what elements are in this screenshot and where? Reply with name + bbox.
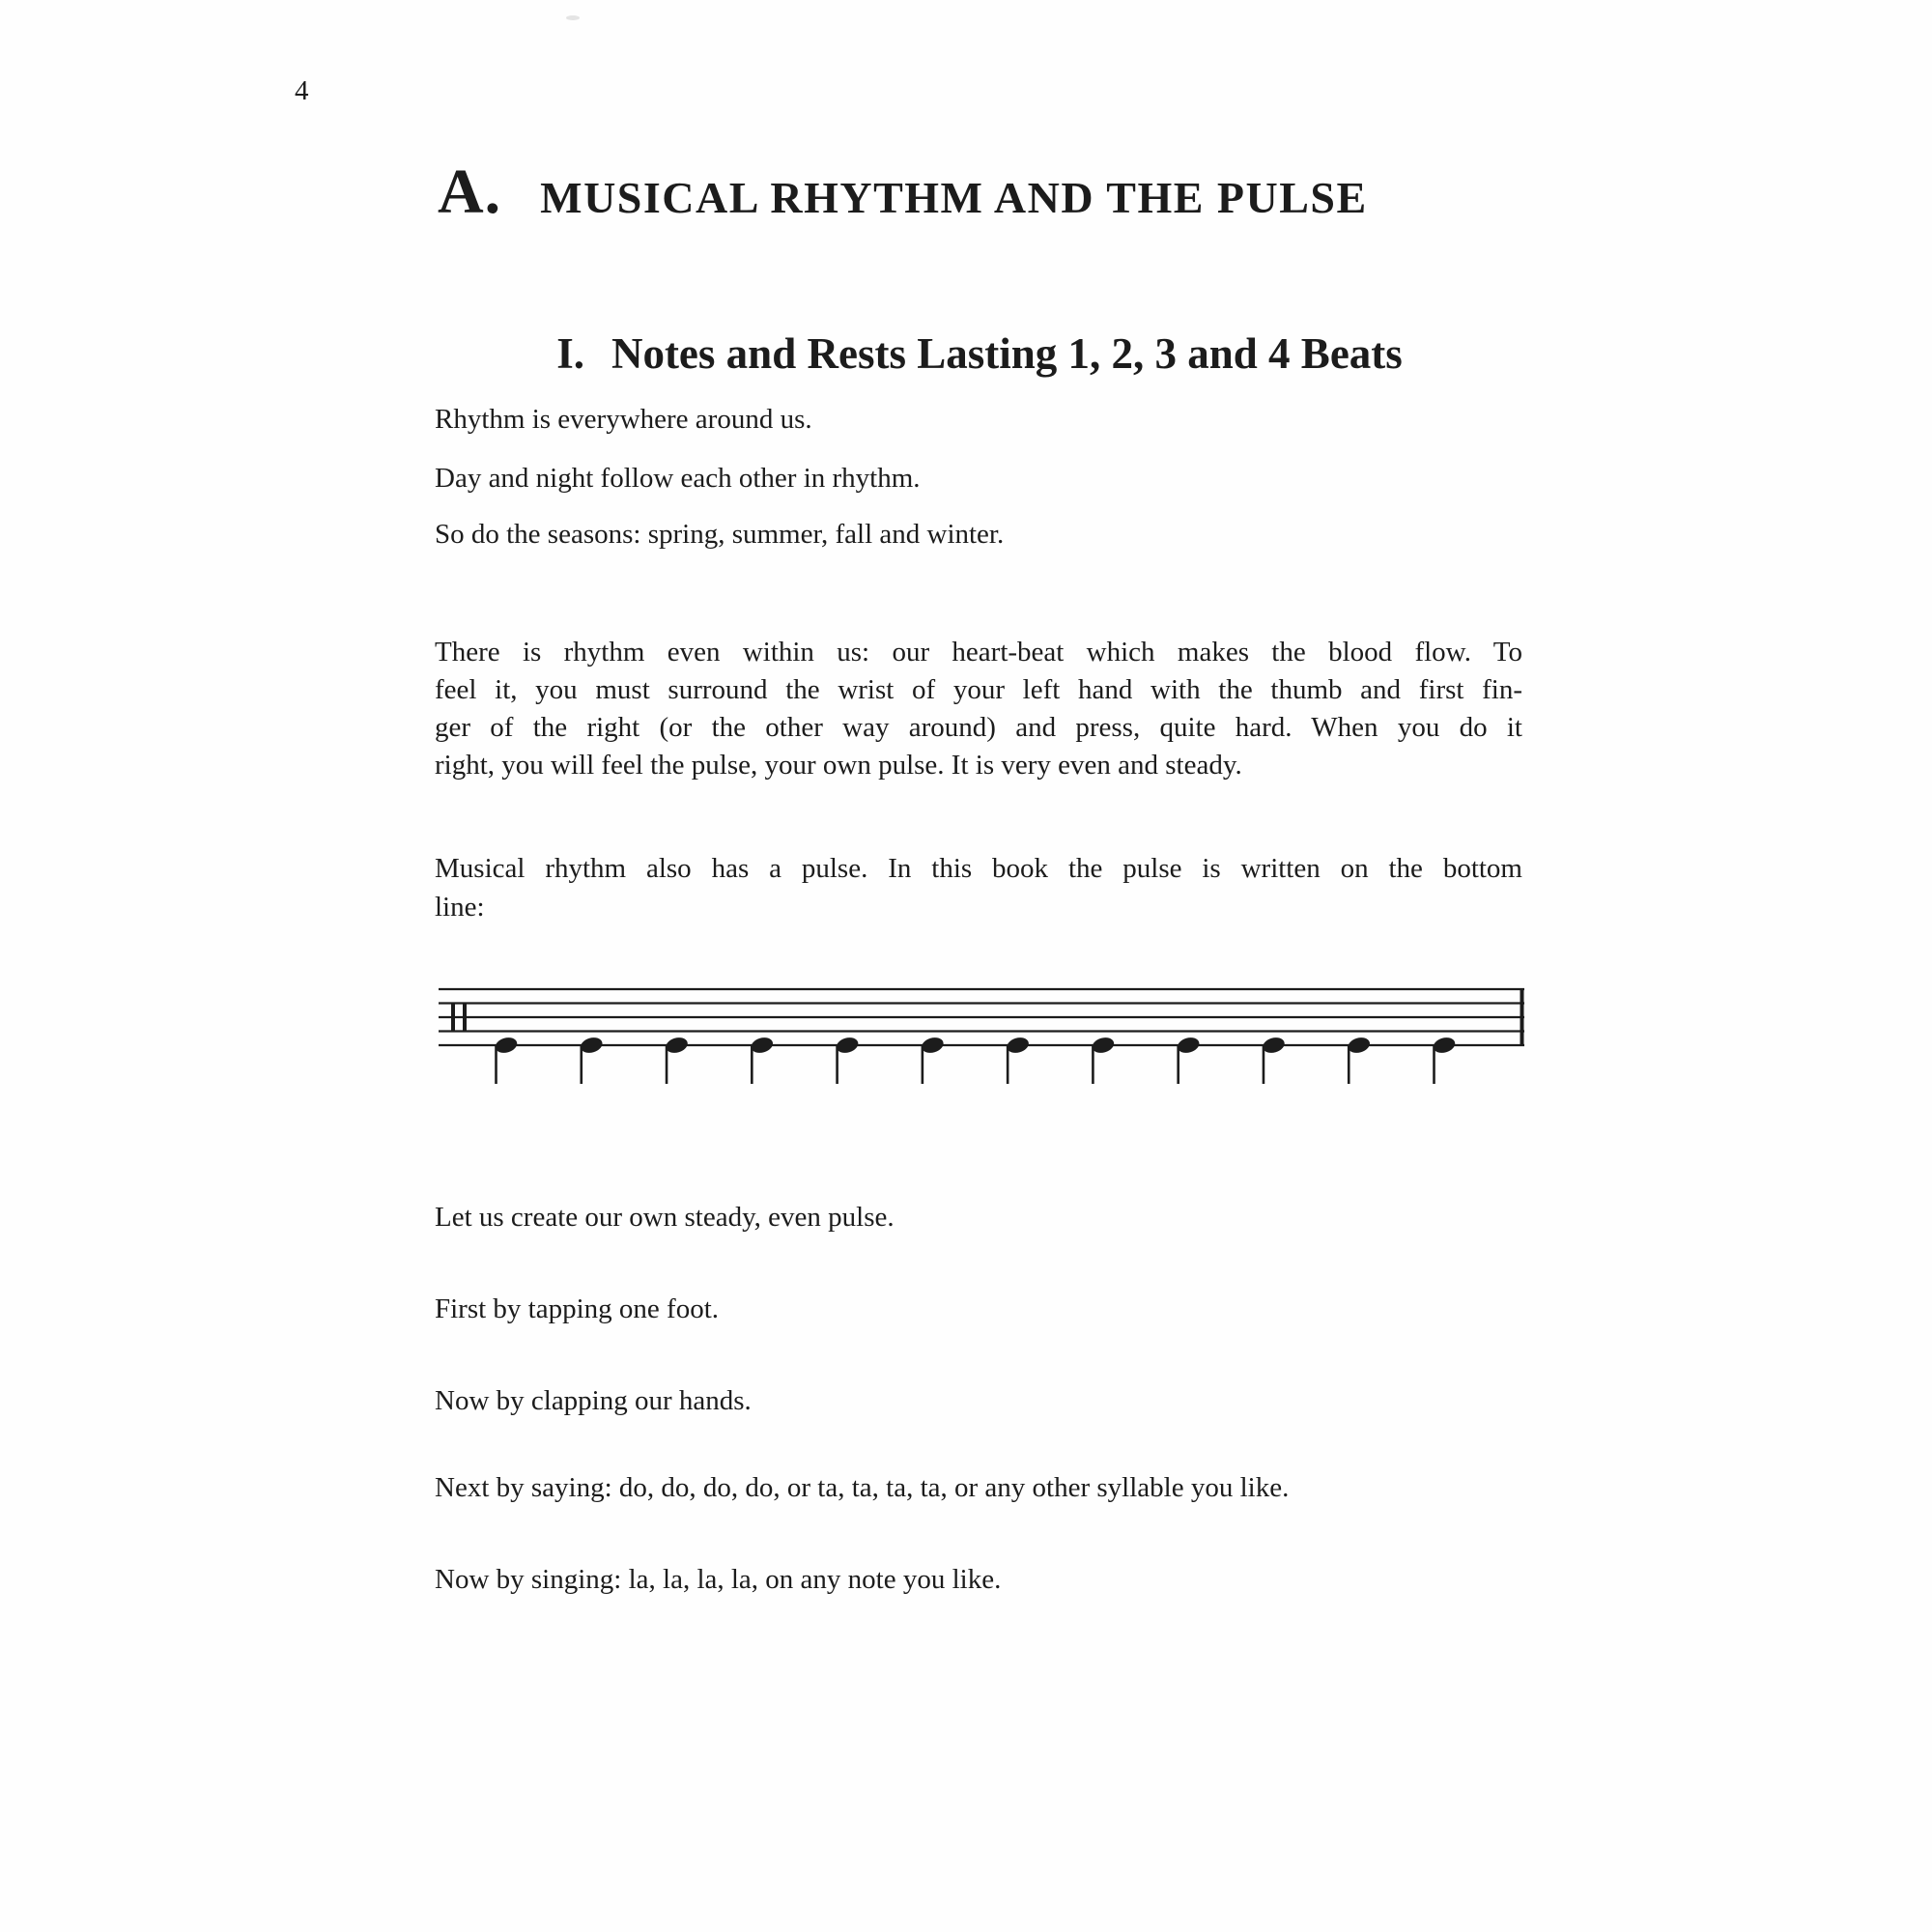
- paragraph-line: line:: [435, 892, 485, 923]
- quarter-note-head: [1432, 1036, 1457, 1056]
- subsection-title: Notes and Rests Lasting 1, 2, 3 and 4 Beats: [611, 329, 1403, 378]
- quarter-note-head: [664, 1036, 689, 1056]
- quarter-note-head: [1006, 1036, 1031, 1056]
- quarter-note-head: [920, 1036, 945, 1056]
- paragraph-line: ger of the right (or the other way around) and press, quite hard. When you do it: [435, 712, 1522, 743]
- quarter-note-head: [579, 1036, 604, 1056]
- quarter-note-head: [835, 1036, 860, 1056]
- activity-line-1: Let us create our own steady, even pulse.: [435, 1202, 895, 1233]
- page-number: 4: [295, 75, 309, 106]
- pulse-staff-notation: [439, 981, 1524, 1117]
- intro-line-3: So do the seasons: spring, summer, fall and winter.: [435, 519, 1005, 550]
- quarter-note-head: [1091, 1036, 1116, 1056]
- paragraph-line: Musical rhythm also has a pulse. In this book the pulse is written on the bottom: [435, 853, 1522, 884]
- section-title: MUSICAL RHYTHM AND THE PULSE: [540, 173, 1368, 222]
- intro-line-1: Rhythm is everywhere around us.: [435, 404, 812, 435]
- quarter-note-head: [494, 1036, 519, 1056]
- body-paragraph-heartbeat: [435, 634, 1522, 784]
- quarter-note-head: [1347, 1036, 1372, 1056]
- quarter-note-head: [750, 1036, 775, 1056]
- intro-line-2: Day and night follow each other in rhythm.: [435, 463, 921, 494]
- activity-line-4: Next by saying: do, do, do, do, or ta, ta, ta, ta, or any other syllable you like.: [435, 1472, 1290, 1503]
- section-heading: [438, 156, 1368, 227]
- activity-line-2: First by tapping one foot.: [435, 1293, 720, 1324]
- quarter-note-head: [1176, 1036, 1201, 1056]
- activity-line-5: Now by singing: la, la, la, la, on any note you like.: [435, 1564, 1002, 1595]
- quarter-note-head: [1261, 1036, 1286, 1056]
- scan-artifact: [566, 15, 580, 20]
- activity-line-3: Now by clapping our hands.: [435, 1385, 752, 1416]
- subsection-numeral: I.: [556, 329, 584, 378]
- paragraph-line: feel it, you must surround the wrist of your left hand with the thumb and first fin-: [435, 674, 1522, 705]
- pulse-staff: [439, 981, 1524, 1117]
- paragraph-line: right, you will feel the pulse, your own pulse. It is very even and steady.: [435, 750, 1242, 781]
- section-letter: A.: [438, 156, 502, 227]
- subsection-heading: [435, 329, 1524, 378]
- paragraph-line: There is rhythm even within us: our heart-beat which makes the blood flow. To: [435, 637, 1522, 668]
- body-paragraph-pulse-intro: [435, 849, 1522, 926]
